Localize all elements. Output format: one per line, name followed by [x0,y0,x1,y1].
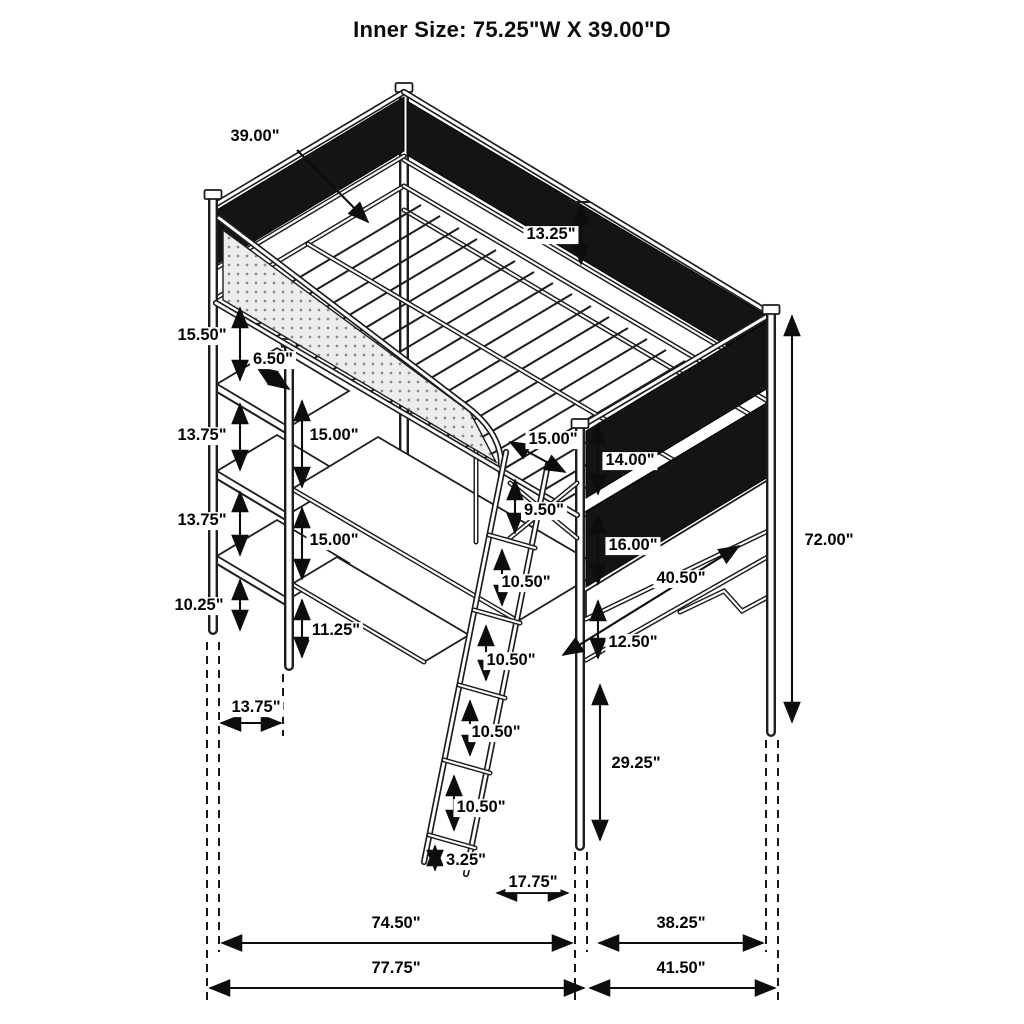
dim-label-rung-gap-4: 10.50" [453,799,508,817]
dim-label-slat-depth: 39.00" [227,128,282,146]
dim-label-rung-gap-3: 10.50" [468,724,523,742]
dim-label-ladder-opening: 15.00" [525,431,580,449]
dim-label-top-shelf-depth: 6.50" [250,351,296,369]
dim-label-rung-gap-2: 10.50" [483,652,538,670]
dim-label-desk2-to-floor: 11.25" [309,622,363,640]
dim-label-shelf3-to-floor: 10.25" [171,597,226,615]
dim-label-frame-to-rung1: 9.50" [521,502,567,520]
dim-label-total-width: 77.75" [368,960,423,978]
page-title: Inner Size: 75.25"W X 39.00"D [353,17,671,42]
dim-label-rung-gap-1: 10.50" [498,574,553,592]
dim-label-rail-height: 13.25" [523,226,578,244]
dim-label-rail-to-floor: 29.25" [608,755,663,773]
dim-label-ladder-offset: 17.75" [505,874,560,892]
dim-label-post-to-panel: 14.00" [602,452,657,470]
dim-label-inner-span-width: 74.50" [368,915,423,933]
dim-label-ladder-foot: 3.25" [443,852,489,870]
dim-label-frame-to-shelf1: 15.50" [174,327,229,345]
dim-label-shelf-unit-width: 13.75" [228,699,283,717]
dim-label-total-depth: 41.50" [653,960,708,978]
dim-label-inner-span-depth: 38.25" [653,915,708,933]
dim-label-total-height: 72.00" [801,532,856,550]
dim-label-shelf1-to-shelf2: 13.75" [174,427,229,445]
dim-label-privacy-panel: 16.00" [605,537,660,555]
dim-label-frame-to-desk1: 15.00" [306,427,361,445]
dim-label-shelf2-to-shelf3: 13.75" [174,512,229,530]
dim-label-desk-to-rail: 12.50" [605,634,660,652]
dim-label-desk-length: 40.50" [653,570,708,588]
dim-label-desk1-to-desk2: 15.00" [306,532,361,550]
